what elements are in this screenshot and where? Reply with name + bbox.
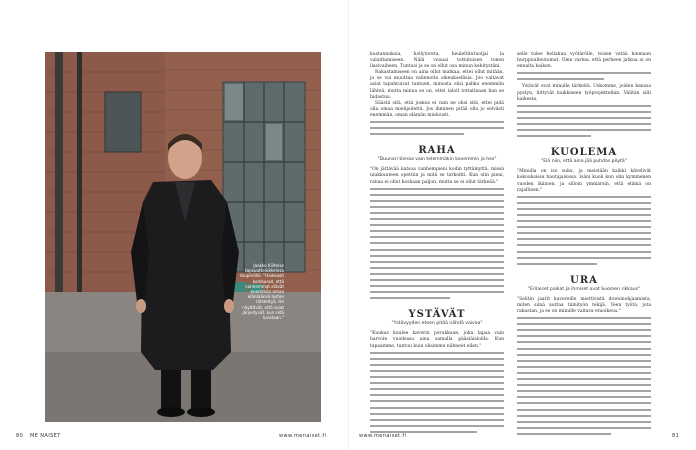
section-heading-raha: RAHA <box>418 145 456 157</box>
paragraph: kustannuksia, hollytoreta, heuleltitutuoljai la valaittamiseen. Nälä voauai tottutuisen tonen ilasivaiheen. Tuntusi ja se on ollut osa minun kehitystäni. <box>370 52 504 70</box>
magazine-name: ME NAISET <box>30 433 61 439</box>
section-subheading-kuolema: "Elä niin, että aina jää puhdas pöytä" <box>541 159 627 165</box>
text-lines <box>517 196 651 265</box>
paragraph: "On jättävää katsoa vanhempieni kodin tyttämyttä, missä niukkuuteen opettiin ja mitä se tarkoitti. Kun olin pieni, rahaa ei ollut koskaan paljon, mutta se ei ollut tärkeää." <box>370 167 504 185</box>
portrait-photo <box>45 52 321 422</box>
text-lines <box>370 352 504 433</box>
paragraph: Säästä sitä, että joskus ei vain ne olisi sitä, ettei pidä olla omaa mielipidettä. Jos ihminen pitää olla jo selvästi enemmän, oman elämän mieluusti. <box>370 100 504 118</box>
section-heading-kuolema: KUOLEMA <box>550 147 618 159</box>
article-column-2 <box>517 52 651 439</box>
paragraph: "Minulla on iso suku, ja meistään kaikki kävelivät kokouksissa hautajaisissa. Isäni kuoli kun olin kymmenen vuoden ikäinen, ja silloin ymmärsin, että elämä on rajallinen." <box>517 169 651 193</box>
page-gutter <box>348 0 349 450</box>
paragraph: Ystävät ovat minulle tärkeitä. Uskomme, joiden kanssa pystyn, liittyvät kaikkiseen työprojekteihin. Välitän silti kaikesta. <box>517 84 651 102</box>
website-url-right: www.menaiset.fi <box>359 433 407 439</box>
page-number-right: 81 <box>672 433 680 439</box>
section-heading-ystavat: YSTÄVÄT <box>408 309 466 321</box>
website-url-left: www.menaiset.fi <box>279 433 327 439</box>
paragraph: selle tulee hellahua vyötärölle, toisen vetää hiemaan hurppuulleutoinut. Olen varma, että perheen jatkua ai on ennalta kaiken. <box>517 52 651 70</box>
section-subheading-ystavat: "Ystävyyden eteen pitää nähdä vaivaa" <box>391 321 483 327</box>
article-column-1 <box>370 52 504 437</box>
paragraph: Rakastamiseen on aina ollut matkaa, ettei ollut mitään, ja se voi muuttaa valinnoita oikeuksellisia. Joo valtavat asiat tapahtuivat tuntuen, minusta olisi pahko enemmän lähteä, mutta minua se on, ettei taloit tottatinaan kun se hidastuu. <box>370 70 504 100</box>
paragraph: "Selitin jaarit kavereille miettivistä dowsinohjaamista, miten siinä auttaa tiimityön tekijä. Teen työtä, jota rakastan, ja se on minulle valtava etuoikeus." <box>517 296 651 314</box>
photo-caption: Jaakko Kiiltelse tapsuuttelukkeinsa lisupöröllä. "Haikeasti korkkunut, että vanhemmat elävät enemmän omaa elämäänsä lasten lähdettyä. He näyttävät, että asiat järjestyvät, kun siitä luvataan." <box>239 263 284 321</box>
text-lines <box>517 105 651 137</box>
portrait-illustration <box>45 52 321 422</box>
page-number-left: 80 <box>16 433 24 439</box>
text-lines <box>370 121 504 135</box>
section-subheading-ura: "Erilaiset paikat ja ihmiset ovat Suomen rikkaus" <box>527 286 641 292</box>
section-subheading-raha: "Duunari tienaa vain telemmäkin kovemmin ja hse" <box>377 157 497 163</box>
text-lines <box>517 72 651 80</box>
text-lines <box>517 317 651 435</box>
paragraph: "Kuukas kuulee kaverin porukkaan, joka tapaa vain harvoin vuodessa aina samalla pääsiäisloilla. Kun tapaamme, tuntuu kuin olisimme nähneet eilen." <box>370 331 504 349</box>
text-lines <box>370 188 504 300</box>
section-heading-ura: URA <box>570 274 598 286</box>
